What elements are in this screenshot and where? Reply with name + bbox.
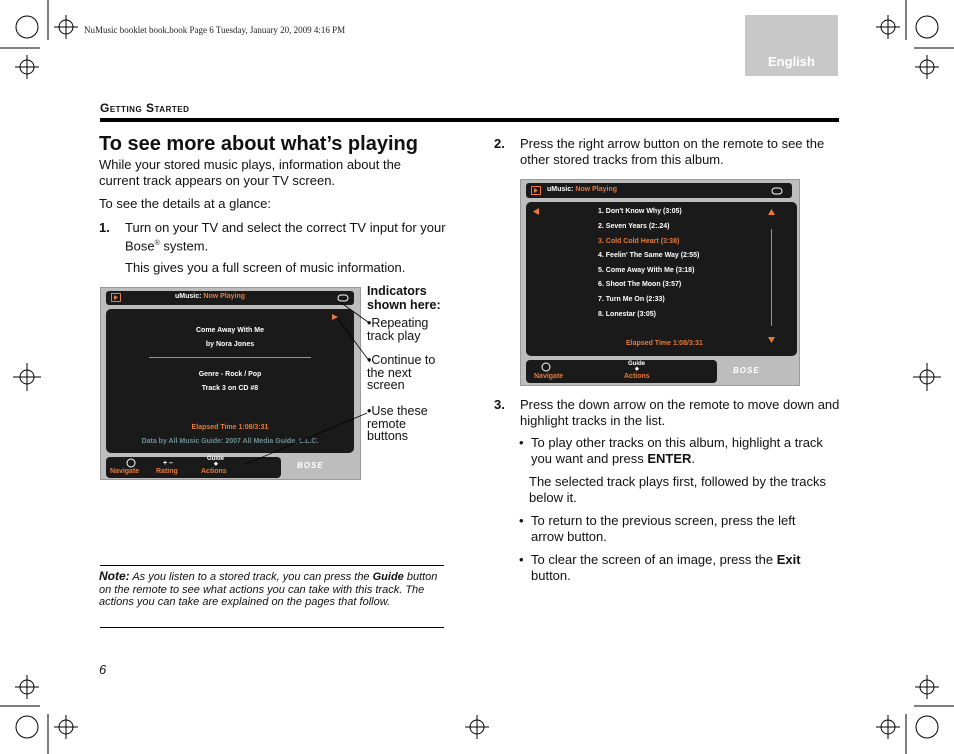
track-list-screen <box>520 179 800 386</box>
indicators-title: Indicators shown here: <box>367 284 441 312</box>
track-list-item[interactable]: 4. Feelin' The Same Way (2:55) <box>598 252 700 259</box>
genre-info: Genre - Rock / Pop <box>198 371 262 378</box>
bullet-1-end: . <box>691 451 696 466</box>
track-info: Track 3 on CD #8 <box>201 385 259 392</box>
screen-title <box>547 186 617 193</box>
step-number: 2. <box>494 136 505 151</box>
song-title: Come Away With Me <box>195 327 264 334</box>
actions-label: Actions <box>201 468 227 475</box>
bullet-2-text: To return to the previous screen, press the left arrow button. <box>531 513 796 544</box>
step-1-subtext: This gives you a full screen of music information. <box>125 260 406 275</box>
note-text-2: button on the remote to see what actions you can take with this track. The actions you can take are explained on the pages that follow. <box>99 571 438 608</box>
track-list-item[interactable]: 6. Shoot The Moon (3:57) <box>598 281 682 288</box>
guide-label: Guide <box>628 361 646 367</box>
step-1-end: system. <box>159 238 209 254</box>
registered-mark: ® <box>154 240 160 247</box>
note-rule-top <box>100 565 444 566</box>
section-title: Getting Started <box>100 101 190 115</box>
track-list-item[interactable]: 5. Come Away With Me (3:18) <box>598 267 695 274</box>
guide-icon: ◆ <box>214 461 218 467</box>
screen-main-panel <box>526 202 797 356</box>
step-number: 1. <box>99 220 110 235</box>
bullet-text <box>531 435 831 467</box>
screen-button-bar <box>526 360 717 383</box>
navigate-icon <box>541 362 551 372</box>
file-info: NuMusic booklet book.book Page 6 Tuesday, January 20, 2009 4:16 PM <box>84 25 346 35</box>
bullet-3-end: button. <box>531 568 571 583</box>
guide-icon: ◆ <box>635 366 639 372</box>
actions-label: Actions <box>624 373 650 380</box>
bullet-text <box>531 552 831 584</box>
note-label: Note: <box>99 569 130 583</box>
navigate-label: Navigate <box>110 468 140 475</box>
track-list-item[interactable]: 8. Lonestar (3:05) <box>598 311 656 318</box>
bullet-3-text: To clear the screen of an image, press the <box>531 552 777 567</box>
indicator-repeat: •Repeating track play <box>367 316 429 343</box>
note-rule-bottom <box>100 627 444 628</box>
rating-icon: + – <box>163 460 173 467</box>
bose-logo: BOSE <box>733 366 760 375</box>
step-number: 3. <box>494 397 505 412</box>
navigate-label: Navigate <box>534 373 564 380</box>
bullet-dot: • <box>519 552 524 567</box>
data-credit: Data by All Music Guide: 2007 All Media Guide, L.L.C. <box>141 438 319 445</box>
bullet-text <box>531 513 831 545</box>
step-3-note: The selected track plays first, followed by the tracks below it. <box>529 474 826 505</box>
track-list-item[interactable]: 2. Seven Years (2:.24) <box>598 223 670 230</box>
up-arrow-icon <box>767 208 776 216</box>
repeat-icon <box>771 187 783 196</box>
step-2-text: Press the right arrow button on the remote to see the other stored tracks from this album. <box>520 136 825 167</box>
elapsed-time: Elapsed Time 1:08/3:31 <box>191 424 269 431</box>
track-list-item[interactable]: 7. Turn Me On (2:33) <box>598 296 665 303</box>
language-label: English <box>768 54 815 69</box>
indicator-continue: •Continue to the next screen <box>367 353 436 392</box>
screen-title-bar <box>526 183 792 198</box>
bose-logo: BOSE <box>297 461 324 470</box>
note-text-1: As you listen to a stored track, you can press the <box>129 571 373 583</box>
page-heading: To see more about what’s playing <box>99 133 418 155</box>
play-icon <box>531 186 541 196</box>
screen-title-prefix: uMusic: <box>175 293 204 300</box>
note-text <box>99 570 449 609</box>
bullet-dot: • <box>519 513 524 528</box>
note-guide-bold: Guide <box>372 571 404 583</box>
glance-text: To see the details at a glance: <box>99 196 272 211</box>
bullet-1-bold: ENTER <box>647 451 692 466</box>
track-list-item-highlighted[interactable]: 3. Cold Cold Heart (3:38) <box>598 238 680 245</box>
down-arrow-icon <box>767 336 776 344</box>
track-list-item[interactable]: 1. Don't Know Why (3:05) <box>598 208 682 215</box>
step-1-main: Turn on your TV and select the correct TV input for your Bose <box>125 220 446 254</box>
rating-label: Rating <box>156 468 178 475</box>
scrollbar-track[interactable] <box>771 229 772 326</box>
screen-title-now-playing: Now Playing <box>575 186 618 193</box>
artist-name: by Nora Jones <box>205 341 255 348</box>
elapsed-time: Elapsed Time 1:08/3:31 <box>626 340 703 347</box>
bullet-dot: • <box>519 435 524 450</box>
indicator-buttons: •Use these remote buttons <box>367 404 428 443</box>
left-arrow-icon <box>532 207 540 216</box>
page-number: 6 <box>99 662 107 677</box>
screen-title-now-playing: Now Playing <box>203 293 246 300</box>
step-3-text: Press the down arrow on the remote to move down and highlight tracks in the list. <box>520 397 840 428</box>
intro-text: While your stored music plays, information about the current track appears on your TV screen. <box>99 157 402 188</box>
screen-title-prefix: uMusic: <box>547 186 576 193</box>
bullet-3-bold: Exit <box>776 552 801 567</box>
bullet-1-text: To play other tracks on this album, highlight a track you want and press <box>531 435 823 466</box>
guide-label: Guide <box>207 456 225 462</box>
